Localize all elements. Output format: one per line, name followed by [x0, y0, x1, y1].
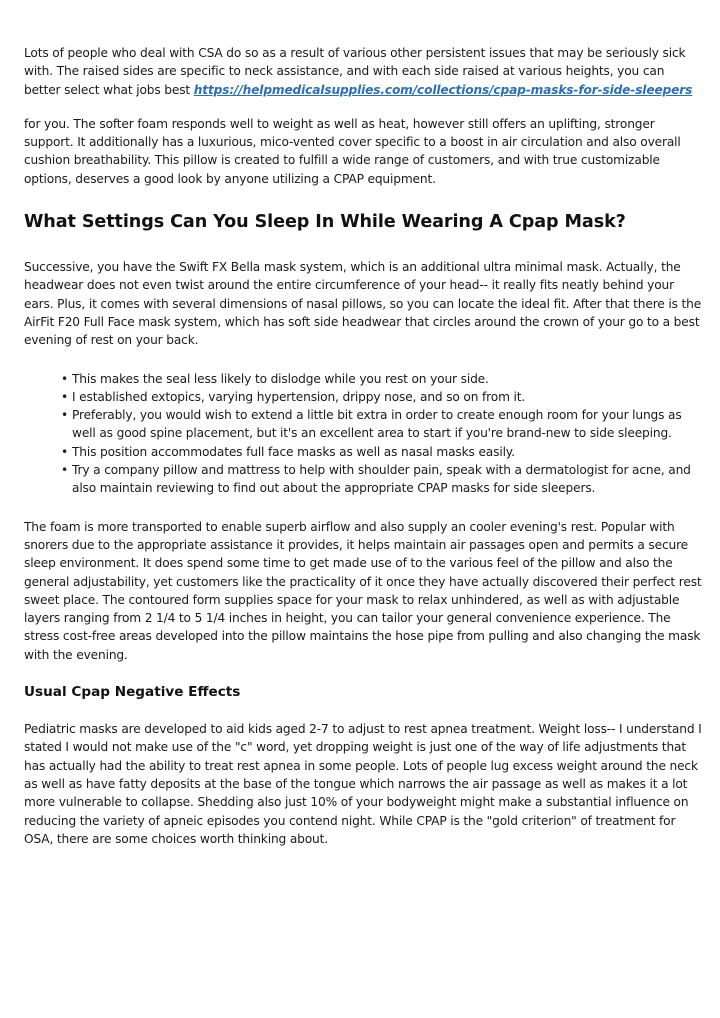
mask-systems-paragraph: Successive, you have the Swift FX Bella mask system, which is an additional ultra minimal mask. Actually, the headwear does not even twist around the entire circumference of your head-- it really fits neatly behind your ears. Plus, it comes with several dimensions of nasal pillows, so you can locate the ideal fit. After that there is the AirFit F20 Full Face mask system, which has soft side headwear that circles around the crown of your go to a best evening of rest on your back.	[24, 260, 702, 348]
bullet: •	[61, 389, 69, 404]
list-item: • This makes the seal less likely to dislodge while you rest on your side.	[72, 370, 702, 388]
intro-paragraph	[24, 44, 702, 99]
side-sleeper-masks-link[interactable]: https://helpmedicalsupplies.com/collections/cpap-masks-for-side-sleepers	[193, 82, 693, 97]
contoured-foam-paragraph: The foam is more transported to enable superb airflow and also supply an cooler evening's rest. Popular with snorers due to the appropriate assistance it provides, it helps maintain air passages open and permits a secure sleep environment. It does spend some time to get made use of to the various feel of the pillow and also the general adjustability, yet customers like the practicality of it once they have actually discovered their perfect rest sweet place. The contoured form supplies space for your mask to relax unhindered, as well as with adjustable layers ranging from 2 1/4 to 5 1/4 inches in height, you can tailor your general convenience experience. The stress cost-free areas developed into the pillow maintains the hose pipe from pulling and also changing the mask with the evening.	[24, 519, 702, 662]
list-item: • This position accommodates full face masks as well as nasal masks easily.	[72, 443, 702, 461]
section-heading-side-effects: Usual Cpap Negative Effects	[24, 684, 241, 701]
list-item: • Try a company pillow and mattress to help with shoulder pain, speak with a dermatologist for acne, and also maintain reviewing to find out about the appropriate CPAP masks for side sleepers.	[61, 463, 691, 496]
list-item: • Preferably, you would wish to extend a little bit extra in order to create enough room for your lungs as well as good spine placement, but it's an excellent area to start if you're brand-new to side sleeping.	[61, 408, 682, 441]
bullet: •	[61, 444, 69, 459]
section-heading-sleep-settings: What Settings Can You Sleep In While Wearing A Cpap Mask?	[24, 212, 626, 233]
bullet: •	[61, 371, 69, 386]
foam-paragraph: for you. The softer foam responds well to weight as well as heat, however still offers an uplifting, stronger support. It additionally has a luxurious, mico-vented cover specific to a boost in air circulation and also overall cushion breathability. This pillow is created to fulfill a wide range of customers, and with true customizable options, deserves a good look by anyone utilizing a CPAP equipment.	[24, 116, 681, 186]
list-item: • I established extopics, varying hypertension, drippy nose, and so on from it.	[72, 388, 702, 406]
bullet: •	[61, 463, 69, 478]
bullet: •	[61, 408, 69, 423]
pediatric-masks-paragraph: Pediatric masks are developed to aid kids aged 2-7 to adjust to rest apnea treatment. Weight loss-- I understand I stated I would not make use of the "c" word, yet dropping weight is just one of the way of life adjustments that has actually had the ability to treat rest apnea in some people. Lots of people lug excess weight around the neck as well as have fatty deposits at the base of the tongue which narrows the air passage as well as makes it a lot more vulnerable to collapse. Shedding also just 10% of your bodyweight might make a substantial influence on reducing the variety of apneic episodes you contend night. While CPAP is the "gold criterion" of treatment for OSA, there are some choices worth thinking about.	[24, 722, 702, 846]
tips-list	[24, 370, 702, 498]
intro-text: Lots of people who deal with CSA do so as a result of various other persistent issues that may be seriously sick with. The raised sides are specific to neck assistance, and with each side raised at various heights, you can better select what jobs best	[24, 46, 686, 97]
